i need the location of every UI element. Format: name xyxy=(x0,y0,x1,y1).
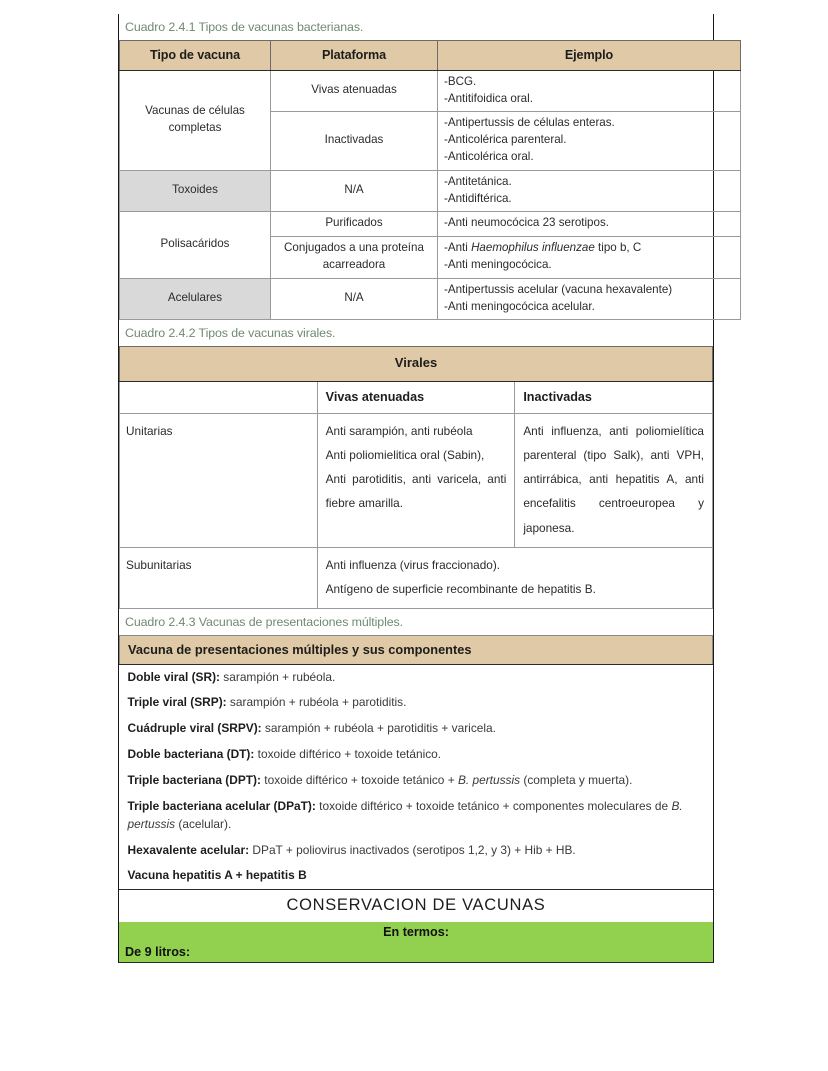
table-body-presentaciones xyxy=(120,635,713,889)
table-row xyxy=(120,212,741,237)
conservation-section xyxy=(119,889,713,963)
conservation-de-9-litros: De 9 litros: xyxy=(119,942,713,962)
subheader-blank xyxy=(120,381,318,413)
cell-plataforma-conjugados: Conjugados a una proteína acarreadora xyxy=(271,237,438,279)
example-line: -Antipertussis acelular (vacuna hexavalente) xyxy=(444,282,673,296)
cell-ejemplo-purificados xyxy=(438,212,741,237)
cell-plataforma-vivas-atenuadas: Vivas atenuadas xyxy=(271,70,438,112)
table-presentaciones-multiples xyxy=(119,635,713,890)
example-line: -BCG. xyxy=(444,74,477,88)
text-line: Anti sarampión, anti rubéola xyxy=(325,423,473,438)
list-item xyxy=(120,716,713,742)
table-block-bacterianas xyxy=(119,14,713,320)
list-item xyxy=(120,690,713,716)
table-body-bacterianas xyxy=(120,70,741,320)
example-line: -Antipertussis de células enteras. xyxy=(444,116,615,130)
line-doble-viral: Doble viral (SR): sarampión + rubéola. xyxy=(127,669,336,684)
cell-subunitarias-vivas xyxy=(317,547,712,608)
example-line: -Antitifoidica oral. xyxy=(444,91,533,105)
list-item xyxy=(120,794,713,838)
line-triple-bacteriana: Triple bacteriana (DPT): toxoide diftérico + toxoide tetánico + B. pertussis (completa y muerta). xyxy=(127,773,633,788)
table-row xyxy=(120,413,713,547)
table-body-virales xyxy=(120,346,713,608)
cell-plataforma-inactivadas: Inactivadas xyxy=(271,112,438,170)
example-line: -Anti meningocócica acelular. xyxy=(444,299,595,313)
line-triple-bacteriana-acelular: Triple bacteriana acelular (DPaT): toxoide diftérico + toxoide tetánico + componentes moleculares de B. pertussis (acelular). xyxy=(127,798,683,831)
example-line: -Anti neumocócica 23 serotipos. xyxy=(444,216,609,230)
cell-ejemplo-acelulares xyxy=(438,278,741,320)
text-line: Anti poliomielitica oral (Sabin), xyxy=(325,448,485,463)
cell-tipo-celulas-completas: Vacunas de células completas xyxy=(120,70,271,170)
list-item xyxy=(120,863,713,889)
example-line: -Antitetánica. xyxy=(444,174,512,188)
table-caption-3: Cuadro 2.4.3 Vacunas de presentaciones múltiples. xyxy=(125,615,403,630)
cell-tipo-toxoides: Toxoides xyxy=(120,170,271,212)
list-item xyxy=(120,742,713,768)
line-doble-bacteriana: Doble bacteriana (DT): toxoide diftérico + toxoide tetánico. xyxy=(127,747,442,762)
table-header-row xyxy=(120,40,741,70)
example-line: -Anticolérica oral. xyxy=(444,149,534,163)
banner-row xyxy=(120,346,713,381)
table-vacunas-bacterianas xyxy=(119,40,741,321)
table-row xyxy=(120,278,741,320)
cell-plataforma-na-toxoides: N/A xyxy=(271,170,438,212)
list-item xyxy=(120,838,713,864)
cell-plataforma-na-acelulares: N/A xyxy=(271,278,438,320)
rowlabel-unitarias: Unitarias xyxy=(120,413,318,547)
table-row xyxy=(120,547,713,608)
text-line: Antígeno de superficie recombinante de hepatitis B. xyxy=(325,581,596,596)
banner-virales: Virales xyxy=(120,346,713,381)
cell-tipo-polisacaridos: Polisacáridos xyxy=(120,212,271,278)
text-line: Anti influenza, anti poliomielítica parenteral (tipo Salk), anti VPH, antirrábica, anti hepatitis A, anti encefalitis centroeuropea y japonesa. xyxy=(523,423,704,535)
cell-tipo-acelulares: Acelulares xyxy=(120,278,271,320)
conservation-green-block xyxy=(119,922,713,963)
cell-plataforma-purificados: Purificados xyxy=(271,212,438,237)
table-block-virales xyxy=(119,320,713,609)
bar-presentaciones: Vacuna de presentaciones múltiples y sus componentes xyxy=(120,635,713,664)
table-caption-2: Cuadro 2.4.2 Tipos de vacunas virales. xyxy=(125,326,336,341)
cell-ejemplo-toxoides xyxy=(438,170,741,212)
rowlabel-subunitarias: Subunitarias xyxy=(120,547,318,608)
conservation-title: CONSERVACION DE VACUNAS xyxy=(119,889,713,922)
line-hexavalente-acelular: Hexavalente acelular: DPaT + poliovirus inactivados (serotipos 1,2, y 3) + Hib + HB. xyxy=(127,842,576,857)
table-block-presentaciones xyxy=(119,609,713,889)
line-triple-viral: Triple viral (SRP): sarampión + rubéola + parotiditis. xyxy=(127,695,407,710)
cell-unitarias-vivas xyxy=(317,413,515,547)
cell-ejemplo-conjugados xyxy=(438,237,741,279)
example-line: -Anti Haemophilus influenzae tipo b, C xyxy=(444,241,642,255)
subheader-row xyxy=(120,381,713,413)
th-tipo-de-vacuna: Tipo de vacuna xyxy=(120,40,271,70)
subheader-inactivadas: Inactivadas xyxy=(515,381,713,413)
document-frame xyxy=(118,14,714,963)
line-hepatitis-a-b: Vacuna hepatitis A + hepatitis B xyxy=(127,868,307,883)
text-line: Anti parotiditis, anti varicela, anti fiebre amarilla. xyxy=(325,472,507,511)
table-row xyxy=(120,70,741,112)
th-plataforma: Plataforma xyxy=(271,40,438,70)
cell-ejemplo-vivas-atenuadas xyxy=(438,70,741,112)
table-row xyxy=(120,170,741,212)
bar-row xyxy=(120,635,713,664)
example-line: -Anticolérica parenteral. xyxy=(444,133,567,147)
text-line: Anti influenza (virus fraccionado). xyxy=(325,557,501,572)
th-ejemplo: Ejemplo xyxy=(438,40,741,70)
conservation-en-termos: En termos: xyxy=(119,922,713,942)
table-caption-1: Cuadro 2.4.1 Tipos de vacunas bacterianas. xyxy=(125,20,364,34)
subheader-vivas-atenuadas: Vivas atenuadas xyxy=(317,381,515,413)
example-line: -Antidiftérica. xyxy=(444,191,512,205)
list-item xyxy=(120,768,713,794)
cell-unitarias-inactivadas xyxy=(515,413,713,547)
cell-ejemplo-inactivadas xyxy=(438,112,741,170)
table-vacunas-virales xyxy=(119,346,713,609)
list-item xyxy=(120,664,713,690)
line-cuadruple-viral: Cuádruple viral (SRPV): sarampión + rubéola + parotiditis + varicela. xyxy=(127,721,496,736)
example-line: -Anti meningocócica. xyxy=(444,257,552,271)
